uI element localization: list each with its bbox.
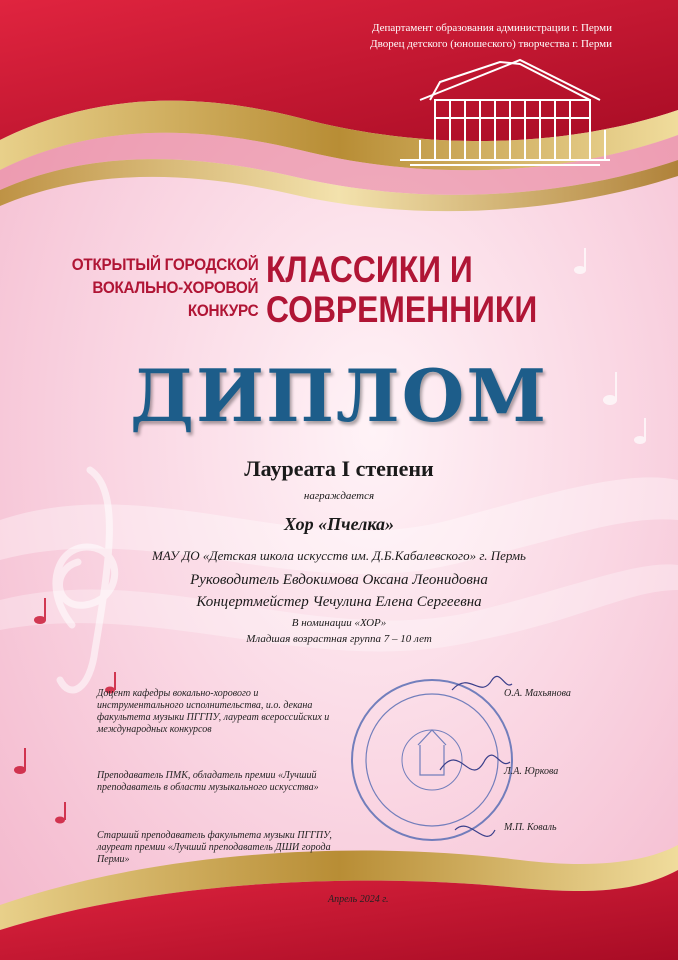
age-group: Младшая возрастная группа 7 – 10 лет bbox=[246, 633, 432, 645]
jury-name-2: Л.А. Юркова bbox=[504, 766, 559, 777]
contest-name-line-2: СОВРЕМЕННИКИ bbox=[266, 289, 538, 330]
school-name: МАУ ДО «Детская школа искусств им. Д.Б.Кабалевского» г. Пермь bbox=[152, 548, 526, 563]
contest-type-line-3: КОНКУРС bbox=[187, 301, 258, 320]
jury-name-3: М.П. Коваль bbox=[504, 822, 557, 833]
jury-name-1: О.А. Махьянова bbox=[504, 688, 571, 699]
jury-position-1: Доцент кафедры вокально-хорового и инструментального исполнительства, и.о. декана факультета музыки ПГГПУ, лауреат всероссийских и международных конкурсов bbox=[97, 688, 330, 735]
diploma-title: ДИПЛОМ bbox=[129, 353, 549, 438]
header-palace: Дворец детского (юношеского) творчества г. Перми bbox=[370, 38, 612, 50]
recipient-name: Хор «Пчелка» bbox=[283, 514, 395, 534]
issue-date: Апрель 2024 г. bbox=[328, 894, 389, 905]
contest-name-line-1: КЛАССИКИ И bbox=[266, 249, 473, 290]
accompanist-name: Концертмейстер Чечулина Елена Сергеевна bbox=[196, 594, 482, 610]
signatures-icon bbox=[440, 676, 512, 836]
header-department: Департамент образования администрации г. Перми bbox=[371, 22, 612, 34]
director-name: Руководитель Евдокимова Оксана Леонидовна bbox=[190, 572, 488, 588]
nomination: В номинации «ХОР» bbox=[291, 617, 387, 629]
contest-type-line-1: ОТКРЫТЫЙ ГОРОДСКОЙ bbox=[71, 255, 258, 274]
contest-type-line-2: ВОКАЛЬНО-ХОРОВОЙ bbox=[92, 278, 258, 297]
degree: Лауреата I степени bbox=[244, 456, 434, 481]
jury-position-3: Старший преподаватель факультета музыки ПГГПУ, лауреат премии «Лучший преподаватель ДШИ города Перми» bbox=[97, 830, 332, 865]
awarded-label: награждается bbox=[303, 490, 375, 502]
official-stamp-icon bbox=[352, 680, 512, 840]
jury-position-2: Преподаватель ПМК, обладатель премии «Лучший преподаватель в области музыкального искусства» bbox=[97, 770, 319, 793]
